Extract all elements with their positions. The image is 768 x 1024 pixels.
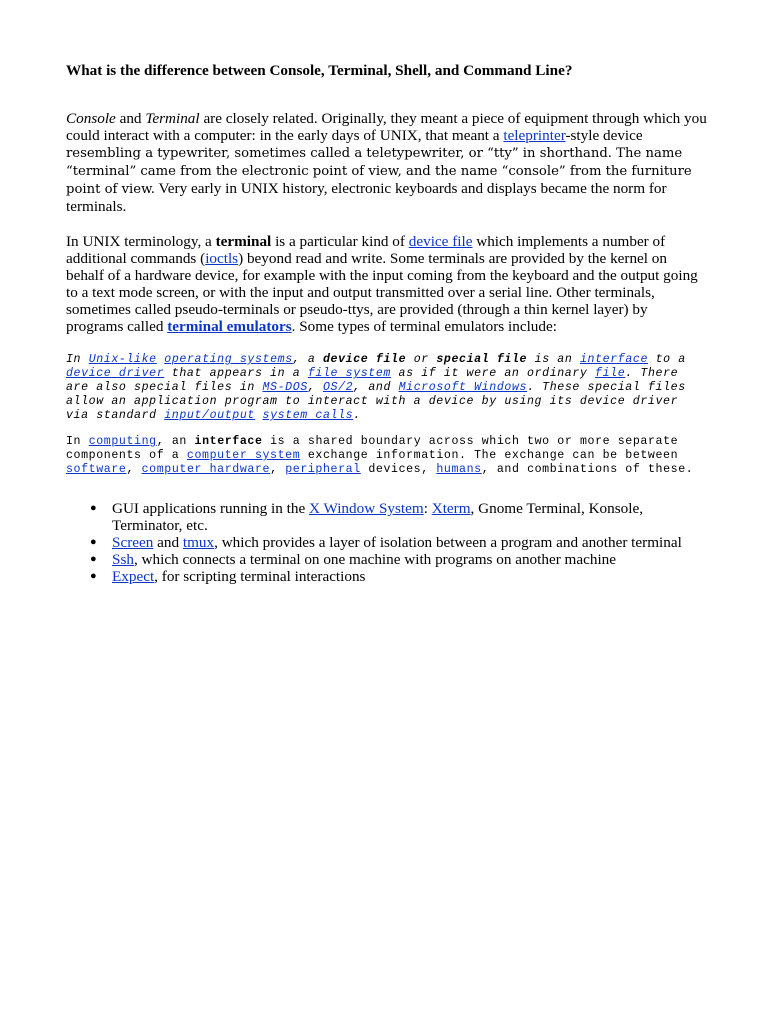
text: is an — [527, 353, 580, 366]
text: -style device — [565, 127, 643, 144]
text: as if it were an ordinary — [390, 367, 596, 380]
text: . There are also special files in — [66, 367, 679, 394]
text: is a particular kind of — [271, 233, 409, 250]
text: Very early in UNIX history, electronic keyboards and displays became the norm for terminals. — [66, 180, 667, 215]
text: , an — [156, 435, 195, 448]
text: to a — [648, 353, 686, 366]
link-ssh[interactable]: Ssh — [112, 551, 134, 568]
text: , which connects a terminal on one machine with programs on another machine — [133, 551, 617, 568]
list-item — [90, 500, 708, 534]
text: . — [353, 409, 361, 422]
link-teleprinter[interactable]: teleprinter — [503, 127, 566, 144]
link-operating-systems[interactable]: operating systems — [164, 353, 293, 366]
link-file-system[interactable]: file system — [307, 367, 391, 380]
link-unix-like[interactable]: Unix-like — [88, 353, 157, 366]
text: devices, — [360, 463, 437, 476]
link-screen[interactable]: Screen — [112, 534, 154, 551]
strong-terminal: terminal — [215, 233, 272, 250]
link-x-window-system[interactable]: X Window System — [308, 500, 424, 517]
text — [255, 409, 263, 422]
em-terminal: Terminal — [145, 110, 200, 127]
paragraph-console-terminal — [66, 110, 708, 215]
document-page — [66, 62, 708, 585]
link-humans[interactable]: humans — [436, 463, 482, 476]
text: In UNIX terminology, a — [66, 233, 216, 250]
link-system-calls[interactable]: system calls — [262, 409, 354, 422]
terminal-emulator-list — [66, 500, 708, 585]
link-peripheral[interactable]: peripheral — [285, 463, 361, 476]
document-title: What is the difference between Console, Terminal, Shell, and Command Line? — [66, 62, 573, 79]
bullet-icon: ● — [90, 502, 97, 514]
link-terminal-emulators[interactable]: terminal emulators — [167, 318, 292, 335]
strong-special-file: special file — [436, 353, 528, 366]
link-computer-system[interactable]: computer system — [186, 449, 301, 462]
link-software[interactable]: software — [66, 463, 127, 476]
text: In — [66, 435, 89, 448]
text: , — [270, 463, 286, 476]
link-interface[interactable]: interface — [579, 353, 649, 366]
text: which implements a number of additional commands ( — [66, 233, 666, 267]
list-item — [90, 534, 708, 551]
list-item — [90, 568, 708, 585]
text: , Gnome Terminal, Konsole, Terminator, etc. — [112, 500, 643, 534]
link-input-output[interactable]: input/output — [164, 409, 255, 422]
text: . Some types of terminal emulators include: — [291, 318, 557, 335]
text: : — [423, 500, 432, 517]
text: , for scripting terminal interactions — [154, 568, 366, 585]
link-ms-dos[interactable]: MS-DOS — [262, 381, 308, 394]
text: , and — [353, 381, 399, 394]
link-file[interactable]: file — [595, 367, 626, 380]
text: is a shared boundary across which two or more separate components of a — [66, 435, 679, 462]
text: resembling a typewriter, sometimes called a teletypewriter, or “tty” in shorthand. The name “terminal” came from the electronic point of view, and the name “console” from the furniture point of view. — [66, 146, 692, 197]
text: that appears in a — [164, 367, 308, 380]
text: , — [126, 463, 142, 476]
link-computer-hardware[interactable]: computer hardware — [141, 463, 271, 476]
quote-interface — [66, 435, 708, 477]
text: In — [66, 353, 89, 366]
text: or — [406, 353, 437, 366]
text: are closely related. Originally, they meant a piece of equipment through which you could interact with a computer: in the early days of UNIX, that meant a — [66, 110, 707, 144]
link-microsoft-windows[interactable]: Microsoft Windows — [398, 381, 528, 394]
link-tmux[interactable]: tmux — [182, 534, 215, 551]
strong-interface: interface — [194, 435, 263, 448]
text: , and combinations of these. — [481, 463, 694, 476]
text: , which provides a layer of isolation between a program and another terminal — [214, 534, 682, 551]
link-os2[interactable]: OS/2 — [322, 381, 354, 394]
list-item — [90, 551, 708, 568]
text: , a — [292, 353, 323, 366]
bullet-icon: ● — [90, 553, 97, 565]
text: exchange information. The exchange can be between — [300, 449, 679, 462]
text: and — [115, 110, 146, 127]
strong-device-file: device file — [323, 353, 407, 366]
text: , — [307, 381, 323, 394]
quote-device-file — [66, 353, 708, 423]
link-xterm[interactable]: Xterm — [431, 500, 471, 517]
link-device-file[interactable]: device file — [408, 233, 473, 250]
paragraph-unix-terminology — [66, 233, 708, 335]
link-expect[interactable]: Expect — [112, 568, 155, 585]
text: GUI applications running in the — [112, 500, 309, 517]
text: and — [153, 534, 183, 551]
bullet-icon: ● — [90, 570, 97, 582]
link-computing[interactable]: computing — [88, 435, 157, 448]
bullet-icon: ● — [90, 536, 97, 548]
em-console: Console — [66, 110, 116, 127]
text: ) beyond read and write. Some terminals are provided by the kernel on behalf of a hardware device, for example with the input coming from the keyboard and the output going to a text mode screen, or with the input and output transmitted over a serial line. Other terminals, sometimes called pseudo-terminals or pseudo-ttys, are provided (through a thin kernel layer) by programs called — [66, 250, 698, 335]
text: . These special files allow an application program to interact with a device by using its device driver via standard — [66, 381, 686, 422]
link-ioctls[interactable]: ioctls — [205, 250, 239, 267]
link-device-driver[interactable]: device driver — [66, 367, 165, 380]
